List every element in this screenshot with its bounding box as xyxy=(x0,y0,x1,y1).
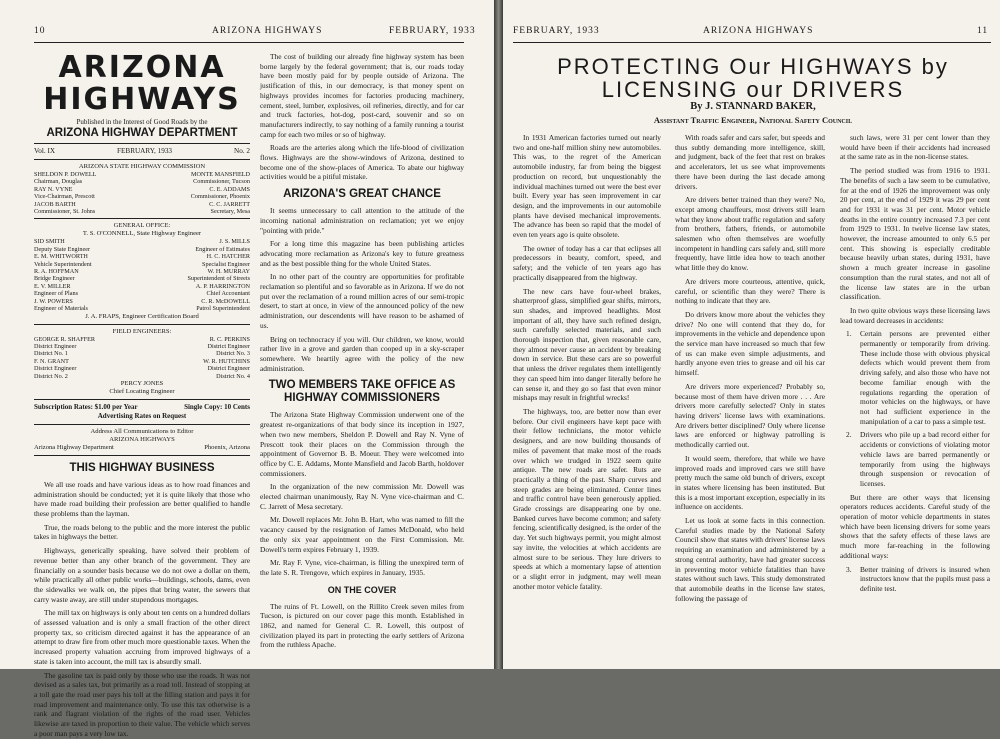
editorial-text xyxy=(260,52,464,182)
staff-entry: Vice-Chairman, Prescott xyxy=(34,193,95,201)
address-right: Phoenix, Arizona xyxy=(204,443,250,451)
advertising-rates: Advertising Rates on Request xyxy=(97,411,187,420)
commission-title: ARIZONA STATE HIGHWAY COMMISSION xyxy=(78,163,206,170)
header-rule-right xyxy=(513,42,991,43)
volume-line xyxy=(34,147,250,156)
running-header-right: ARIZONA HIGHWAYS xyxy=(703,26,814,36)
paragraph: Are drivers more courteous, attentive, quick, careful, or scientific than they were? There is nothing to indicate that they are. xyxy=(675,276,825,306)
list-item xyxy=(840,430,990,488)
staff-row xyxy=(34,178,250,185)
staff-entry: District Engineer xyxy=(207,365,250,373)
staff-entry: C. E. ADDAMS xyxy=(209,185,250,193)
accident-list xyxy=(840,329,990,488)
staff-row xyxy=(34,171,250,178)
paragraph: The cost of building our already fine highway system has been borne largely by the federal government; that is, our roads today have been mostly paid for by people outside of Arizona. The justification of this, in our democracy, is that money spent on highways provides incomes for factories producing machinery, cement, steel, lumber, explosives, oil refineries, directly, and for car and truck factories, hot-dog, post-card, souvenir and so on manufacturers indirectly, to say nothing of a family running a tourist camp for each two miles or so of highway. xyxy=(260,52,464,139)
article-title-line-1: PROTECTING Our HIGHWAYS by xyxy=(557,54,949,79)
volume-date: FEBRUARY, 1933 xyxy=(117,147,173,155)
staff-entry: District Engineer xyxy=(34,365,77,373)
staff-row xyxy=(34,350,250,357)
staff-entry: Vehicle Superintendent xyxy=(34,260,92,268)
staff-row xyxy=(34,343,250,350)
masthead-subtitle: Published in the Interest of Good Roads by the xyxy=(76,118,208,126)
staff-row xyxy=(34,365,250,372)
staff-entry: Bridge Engineer xyxy=(34,275,75,283)
paragraph: Let us look at some facts in this connection. Careful studies made by the National Safety Council show that states with drivers' license laws requiring an examination and administered by a strong central authority, have had greater success in preventing motor vehicle fatalities than have states without such laws. This study demonstrated that automobile deaths in the license law states, following the passage of xyxy=(675,516,825,603)
list-number: 2. xyxy=(846,430,852,440)
staff-row xyxy=(34,298,250,305)
staff-entry: Engineer of Plans xyxy=(34,290,78,298)
single-copy: Single Copy: 10 Cents xyxy=(184,402,250,411)
header-rule xyxy=(34,42,464,43)
right-page xyxy=(503,0,1000,669)
field-list xyxy=(34,336,250,380)
staff-row xyxy=(34,186,250,193)
paragraph: The gasoline tax is paid only by those who use the roads. It was not devised as a sales tax, but primarily as a road toll. Instead of stopping at a toll gate the road user pays his toll at the filling station and pays it for road improvement and maintenance only. To use this tax otherwise is a rank and flagrant violation of the rights of the road user. Vehicles likewise are taxed in proportion to their value. The vehicle which serves a poor man pays a very low tax. xyxy=(34,670,250,738)
staff-entry: District No. 4 xyxy=(216,372,250,380)
staff-row xyxy=(34,201,250,208)
heading-on-the-cover: ON THE COVER xyxy=(327,584,397,595)
article-col3-text xyxy=(840,133,990,325)
paragraph: For a long time this magazine has been publishing articles advocating more reclamation as Arizona's key to future greatness and as the best possible thing for the whole United States. xyxy=(260,239,464,268)
staff-entry: Chief Accountant xyxy=(206,290,250,298)
staff-entry: Patrol Superintendent xyxy=(196,305,250,313)
page-number-right: 11 xyxy=(977,26,989,36)
staff-row xyxy=(34,336,250,343)
staff-entry: SHELDON P. DOWELL xyxy=(34,171,97,178)
subscription-rate: Subscription Rates: $1.00 per Year xyxy=(34,402,138,411)
staff-entry: District Engineer xyxy=(34,342,77,350)
paragraph: The period studied was from 1916 to 1931. The benefits of such a law seem to be cumulative, for at the end of 1926 the improvement was only 20 per cent, at the end of 1929 it was 29 per cent and for 1931 it was 31 per cent. Motor vehicle deaths in the entire country increased 7.3 per cent from 1929 to 1931. In twelve license law states, however, the increase amounted to only 6.5 per cent. This showing is especially creditable because heavily urban states, during 1931, have shown a much greater increase in gasoline consumption than the rural states, and not all of the license law states are in the urban classification. xyxy=(840,166,990,302)
article-column-2 xyxy=(675,133,825,665)
staff-entry: District Engineer xyxy=(207,342,250,350)
staff-entry: District No. 1 xyxy=(34,350,68,358)
article-title-line-2: LICENSING our DRIVERS xyxy=(601,77,905,102)
field-title: FIELD ENGINEERS: xyxy=(112,327,172,335)
paragraph: Mr. Ray F. Vyne, vice-chairman, is filling the unexpired term of the late S. R. Trengove, which expires in January, 1935. xyxy=(260,558,464,577)
staff-row xyxy=(34,246,250,253)
article-col2-text xyxy=(675,133,825,603)
paragraph: We all use roads and have various ideas as to how road finances and administration should be conducted; yet it is quite likely that those who have made road building their profession are better qualified to handle these problems than the layman. xyxy=(34,479,250,519)
paragraph: Are drivers better trained than they were? No, except among chauffeurs, most drivers still learn what they know about traffic regulation and safety from brothers, fathers, friends, or automobile salesmen who often themselves are woefully incompetent in handling cars safely and, still more frequently, have little idea how to teach another what little they do know. xyxy=(675,195,825,273)
staff-entry: SID SMITH xyxy=(34,238,65,246)
article-column-3 xyxy=(840,133,990,665)
staff-row xyxy=(34,238,250,245)
staff-row xyxy=(34,305,250,312)
staff-entry: Deputy State Engineer xyxy=(34,245,91,253)
list-text: Certain persons are prevented either permanently or temporarily from driving. These include those with obvious physical defects which would prevent them from driving safely, and also those who have not become familiar enough with the regulations regarding the operation of motor vehicles on the highways, or have not had sufficient experience in the manipulation of a car to pass a simple test. xyxy=(860,329,990,426)
address-line-3 xyxy=(34,444,250,452)
staff-entry: Secretary, Mesa xyxy=(210,208,250,216)
staff-last: J. A. FRAPS, Engineer Certification Board xyxy=(85,312,199,320)
on-the-cover-text xyxy=(260,602,464,651)
list-item xyxy=(840,565,990,594)
book-gutter xyxy=(494,0,503,669)
staff-entry: Superintendent of Streets xyxy=(187,275,250,283)
masthead-department: ARIZONA HIGHWAY DEPARTMENT xyxy=(46,127,238,139)
great-chance-text xyxy=(260,206,464,373)
general-office-title: GENERAL OFFICE: xyxy=(113,222,171,230)
issue-number: No. 2 xyxy=(234,147,250,155)
staff-row xyxy=(34,358,250,365)
staff-entry: W. H. MURRAY xyxy=(207,268,250,276)
staff-entry: Specialist Engineer xyxy=(202,260,250,268)
volume: Vol. IX xyxy=(34,147,56,155)
address-line-1: Address All Communications to Editor xyxy=(90,427,194,435)
two-members-text xyxy=(260,410,464,577)
byline: By J. STANNARD BAKER, xyxy=(690,101,816,112)
staff-list xyxy=(34,238,250,312)
staff-row xyxy=(34,268,250,275)
heading-highway-business: THIS HIGHWAY BUSINESS xyxy=(69,461,215,474)
staff-entry: J. W. POWERS xyxy=(34,297,73,305)
staff-entry: District No. 2 xyxy=(34,372,68,380)
address-line-2: ARIZONA HIGHWAYS xyxy=(109,435,175,443)
staff-entry: MONTE MANSFIELD xyxy=(191,171,250,178)
paragraph: The ruins of Ft. Lowell, on the Rillito Creek seven miles from Tucson, is pictured on our cover page this month. Established in 1862, and named for General C. R. Lowell, this outpost of civilization played its part in protecting the early settlers of Arizona from the ruthless Apache. xyxy=(260,601,464,650)
paragraph: The Arizona State Highway Commission underwent one of the greatest re-organizations of that body since its inception in 1927, when two new members, Sheldon P. Dowell and Ray N. Vyne of Prescott took their places on the Commission through the appointment of Governor B. B. Moeur. They were welcomed into office by C. E. Addams, Monte Mansfield and Jacob Barth, holdover commissioners. xyxy=(260,410,464,478)
paragraph: Do drivers know more about the vehicles they drive? No one will contend that they do, for improvements in the vehicle and dependence upon the service man have increased so much that few of us can make even simple adjustments, and hardly anyone even tries to grease and oil his car himself. xyxy=(675,309,825,378)
staff-entry: Commissioner, Phoenix xyxy=(190,193,250,201)
field-last-name: PERCY JONES xyxy=(120,379,164,387)
paragraph: such laws, were 31 per cent lower than they would have been if their accidents had increased at the same rate as in the non-license states. xyxy=(840,133,990,162)
highway-business-text xyxy=(34,480,250,739)
staff-entry: J. S. MILLS xyxy=(219,238,250,246)
paragraph: In two quite obvious ways these licensing laws lead toward decreases in accidents: xyxy=(840,305,990,325)
staff-entry: W. R. HUTCHINS xyxy=(203,357,250,365)
staff-entry: District No. 3 xyxy=(216,350,250,358)
staff-entry: R. A. HOFFMAN xyxy=(34,268,79,276)
list-text: Better training of drivers is insured when instructors know that the pupils must pass a definite test. xyxy=(860,564,990,593)
staff-entry: F. N. GRANT xyxy=(34,357,69,365)
paragraph: Mr. Dowell replaces Mr. John B. Hart, who was named to fill the vacancy caused by the resignation of James McDonald, who held the only six year appointment on the First Commission. Mr. Dowell's term expires February 1, 1939. xyxy=(260,515,464,554)
paragraph: Are drivers more experienced? Probably so, because most of them have driven more . . . Are drivers more carefully selected? Only in states having drivers' license laws with examinations. Are drivers better disciplined? Only where license laws are enforced or highway patrolling is methodically carried out. xyxy=(675,381,825,450)
staff-entry: C. R. McDOWELL xyxy=(201,297,250,305)
list-number: 3. xyxy=(846,564,852,574)
article-col3-after xyxy=(840,493,990,561)
running-header-left: ARIZONA HIGHWAYS xyxy=(212,26,323,36)
paragraph: True, the roads belong to the public and the more interest the public takes in highways the better. xyxy=(34,522,250,542)
staff-row xyxy=(34,275,250,282)
staff-entry: H. C. HATCHER xyxy=(206,253,250,261)
heading-great-chance: ARIZONA'S GREAT CHANCE xyxy=(283,188,441,201)
staff-entry: E. M. WHITWORTH xyxy=(34,253,88,261)
paragraph: It seems unnecessary to call attention to the attitude of the incoming national administration on reclamation; yet we enjoy "pointing with pride." xyxy=(260,206,464,235)
staff-entry: R. C. PERKINS xyxy=(209,335,250,343)
staff-row xyxy=(34,253,250,260)
paragraph: But there are other ways that licensing operators reduces accidents. Careful study of the operation of motor vehicle departments in states which have been licensing drivers for some years shows that the safety effects of these laws are much more far-reaching in the following additional ways: xyxy=(840,492,990,560)
paragraph: The highways, too, are better now than ever before. Our civil engineers have kept pace with their fellow technicians, the motor vehicle designers, and are now building thousands of miles of pavement that make most of the roads over which we trudged in 1922 seem quite antique. The new roads are safer. Ruts are practically a thing of the past. Sharp curves and steep grades are being eliminated. Center lines and traffic control have been generously applied. Grade crossings are disappearing one by one. Banked curves have become common; and safety fencing, scientifically designed, is the order of the day. Yet such highways permit, you might almost say invite, the velocities at which accidents are almost sure to be serious. They lure drivers to speeds at which a momentary lapse of attention or a slight error in judgment, may well mean another motor vehicle fatality. xyxy=(513,406,661,591)
paragraph: The new cars have four-wheel brakes, shatterproof glass, simplified gear shifts, mirrors, sun shades, and improved headlights. Most important of all, they have such refined design, such carefully selected materials, and such thorough inspection that, given reasonable care, they almost never cause an accident by breaking down in service. But these cars are so powerful that unless the driver regulates them intelligently they can speed him into danger literally before he can sense it, and they go so fast that even minor mishaps may result in frightful wrecks! xyxy=(513,286,661,403)
list-item xyxy=(840,329,990,426)
staff-entry: JACOB BARTH xyxy=(34,200,76,208)
byline-title: Assistant Traffic Engineer, National Safety Council xyxy=(653,115,853,125)
article-col1-text xyxy=(513,133,661,591)
staff-entry: Engineer of Estimates xyxy=(195,245,250,253)
masthead-title: ARIZONA HIGHWAYS xyxy=(43,50,241,117)
staff-entry: Commissioner, St. Johns xyxy=(34,208,96,216)
staff-entry: C. C. JARRETT xyxy=(209,200,250,208)
staff-row xyxy=(34,208,250,215)
staff-row xyxy=(34,290,250,297)
staff-row xyxy=(34,283,250,290)
staff-row xyxy=(34,373,250,380)
issue-date-right: FEBRUARY, 1933 xyxy=(513,26,600,36)
staff-row xyxy=(34,193,250,200)
paragraph: The owner of today has a car that eclipses all predecessors in beauty, comfort, speed, and safety; and the vehicle of ten years ago has practically disappeared from the highway. xyxy=(513,243,661,282)
paragraph: Roads are the arteries along which the life-blood of civilization flows. Highways are the show-windows of Arizona, destined to become one of the show-places of America. To abate our highway activities would be a pitiful mistake. xyxy=(260,143,464,182)
general-office-head: T. S. O'CONNELL, State Highway Engineer xyxy=(82,230,202,238)
address-left: Arizona Highway Department xyxy=(34,443,114,451)
staff-entry: Chairman, Douglas xyxy=(34,178,83,186)
staff-row xyxy=(34,261,250,268)
paragraph: With roads safer and cars safer, but speeds and thus subtly demanding more intelligence, skill, and judgment, back of the feet that rest on brakes and accelerators, let us see what improvements there have been during the last decade among drivers. xyxy=(675,133,825,191)
staff-entry: E. V. MILLER xyxy=(34,282,71,290)
paragraph: In no other part of the country are opportunities for profitable reclamation so plentiful and so favorable as in Arizona. If we do not put over the reclamation of a round million acres of our semi-tropic desert, to start at once, in view of the announced policy of the new administration, our descendents will have reason to be ashamed of us. xyxy=(260,272,464,330)
staff-entry: Commissioner, Tucson xyxy=(193,178,250,186)
paragraph: In 1931 American factories turned out nearly two and one-half million shiny new automobiles. This was, to the regret of the American automobile industry, far from being the biggest production on record, but unquestionably the individual machines turned out were the best ever built. Every year has seen improvement in car design, and the improvements in our automobile plants have devised mechanical improvements. The advance has been so rapid that the model of even ten years ago is quite obsolete. xyxy=(513,133,661,240)
paragraph: It would seem, therefore, that while we have improved roads and improved cars we still have pretty much the same old bunch of drivers, except in states where licensing has been instituted. But this is a most important exception, especially in its influence on accidents. xyxy=(675,453,825,512)
staff-entry: A. P. HARRINGTON xyxy=(195,282,250,290)
paragraph: The mill tax on highways is only about ten cents on a hundred dollars of assessed valuation and is only a small fraction of the other direct property tax, so criticism directed against it has the appearance of an attempt to draw fire from other much more questionable taxes. When the increased property valuation accruing from improved highways of a state is taken into account, the mill tax is absurdly small. xyxy=(34,608,250,666)
staff-entry: RAY N. VYNE xyxy=(34,185,73,193)
page-number-left: 10 xyxy=(34,26,46,36)
article-title xyxy=(543,55,963,101)
heading-two-members: TWO MEMBERS TAKE OFFICE AS HIGHWAY COMMISSIONERS xyxy=(268,379,456,405)
paragraph: In the organization of the new commission Mr. Dowell was elected chairman unanimously, Ray N. Vyne vice-chairman and C. C. Jarrett of Mesa secretary. xyxy=(260,482,464,511)
staff-entry: Engineer of Materials xyxy=(34,305,88,313)
article-column-1 xyxy=(513,133,661,665)
issue-date-left: FEBRUARY, 1933 xyxy=(389,26,476,36)
paragraph: Bring on technocracy if you will. Our children, we know, would rather live in a grove and garden than cooped up in a sky-scraper somewhere. We heartily agree with the policy of the new administration. xyxy=(260,334,464,373)
list-text: Drivers who pile up a bad record either for accidents or convictions of violating motor vehicle laws are barred permanently or temporarily from using the highways through suspension or revocation of licenses. xyxy=(860,430,990,488)
list-number: 1. xyxy=(846,329,852,339)
staff-entry: GEORGE R. SHAFFER xyxy=(34,335,96,343)
left-page xyxy=(0,0,494,738)
paragraph: Highways, generically speaking, have solved their problem of revenue better than any other branch of the government. They are financially on a sounder basis because we do not owe a dollar on them, while practically all other public works—buildings, schools, dams, even the sidewalks we walk on, the pipes that bring water, the sewers that carry waste away, are still under stupendous mortgages. xyxy=(34,546,250,604)
accident-list-2 xyxy=(840,565,990,594)
left-column-2 xyxy=(260,52,464,664)
commission-list xyxy=(34,171,250,215)
field-last-title: Chief Locating Engineer xyxy=(109,387,175,395)
left-column-1 xyxy=(34,50,250,738)
subscription-line xyxy=(34,403,250,412)
